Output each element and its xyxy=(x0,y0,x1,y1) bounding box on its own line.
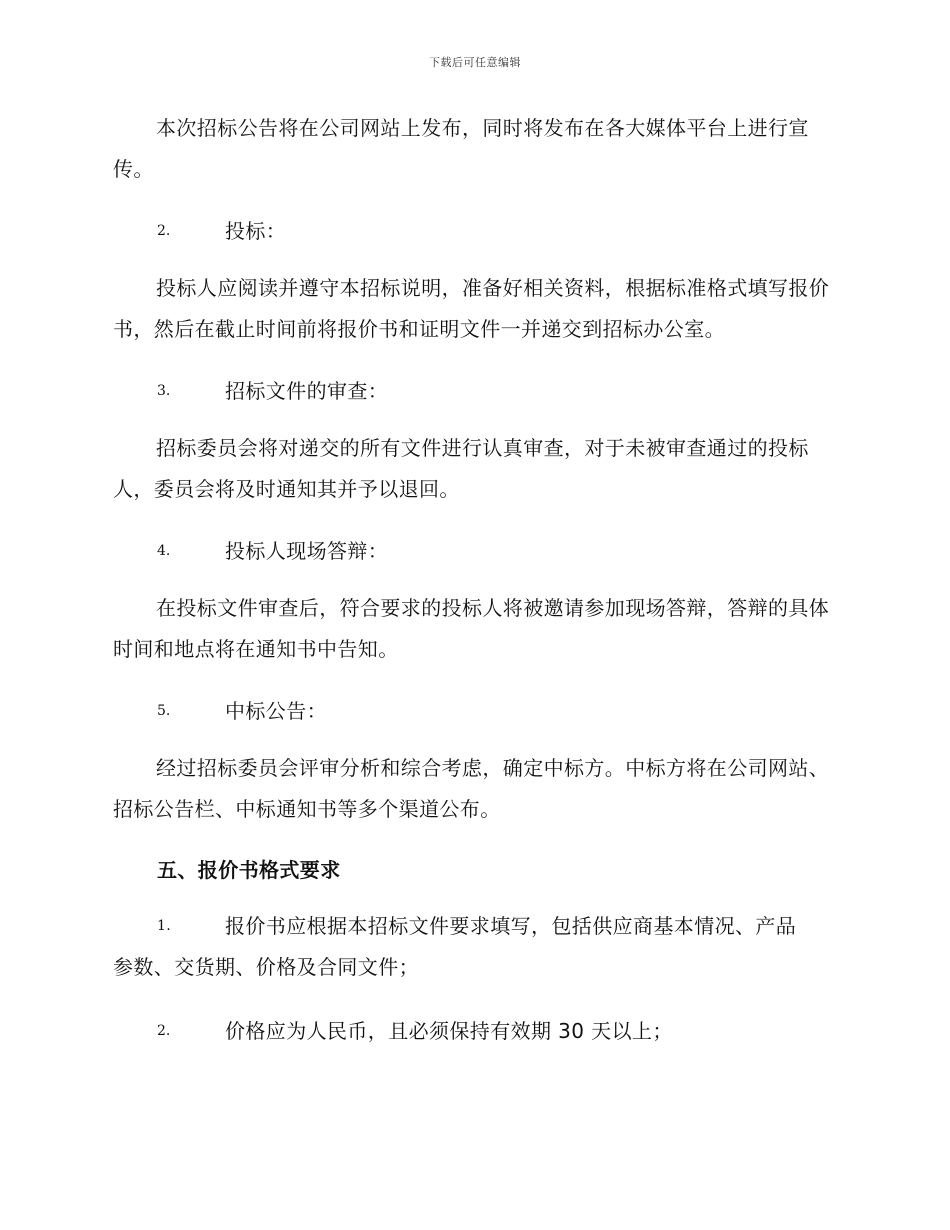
list-item-text: 报价书应根据本招标文件要求填写，包括供应商基本情况、产品 xyxy=(225,914,797,938)
paragraph-review: 招标委员会将对递交的所有文件进行认真审查，对于未被审查通过的投标人，委员会将及时通知其并予以退回。 xyxy=(113,436,809,501)
section-heading: 五、报价书格式要求 xyxy=(157,858,341,882)
list-number: 2. xyxy=(157,223,171,239)
list-number: 1. xyxy=(157,918,172,934)
list-item-title: 投标： xyxy=(225,219,287,243)
list-item-text-continued: 参数、交货期、价格及合同文件； xyxy=(113,955,419,979)
paragraph-publish: 本次招标公告将在公司网站上发布，同时将发布在各大媒体平台上进行宣传。 xyxy=(113,116,809,181)
paragraph-bid: 投标人应阅读并遵守本招标说明，准备好相关资料，根据标准格式填写报价书，然后在截止时间前将报价书和证明文件一并递交到招标办公室。 xyxy=(113,276,830,341)
list-item-title: 招标文件的审查： xyxy=(225,379,389,403)
list-number: 3. xyxy=(157,383,171,399)
paragraph-defense: 在投标文件审查后，符合要求的投标人将被邀请参加现场答辩，答辩的具体时间和地点将在通知书中告知。 xyxy=(113,596,830,661)
list-item-title: 投标人现场答辩： xyxy=(225,539,389,563)
paragraph-award: 经过招标委员会评审分析和综合考虑，确定中标方。中标方将在公司网站、招标公告栏、中标通知书等多个渠道公布。 xyxy=(113,756,830,821)
page-header-note: 下载后可任意编辑 xyxy=(429,56,521,69)
list-item-text: 价格应为人民币，且必须保持有效期 30 天以上； xyxy=(225,1019,673,1043)
list-number: 2. xyxy=(157,1023,171,1039)
list-item-title: 中标公告： xyxy=(225,699,327,723)
list-number: 5. xyxy=(157,703,171,719)
list-item-quote-requirement-1 xyxy=(113,906,835,988)
list-number: 4. xyxy=(157,543,171,559)
